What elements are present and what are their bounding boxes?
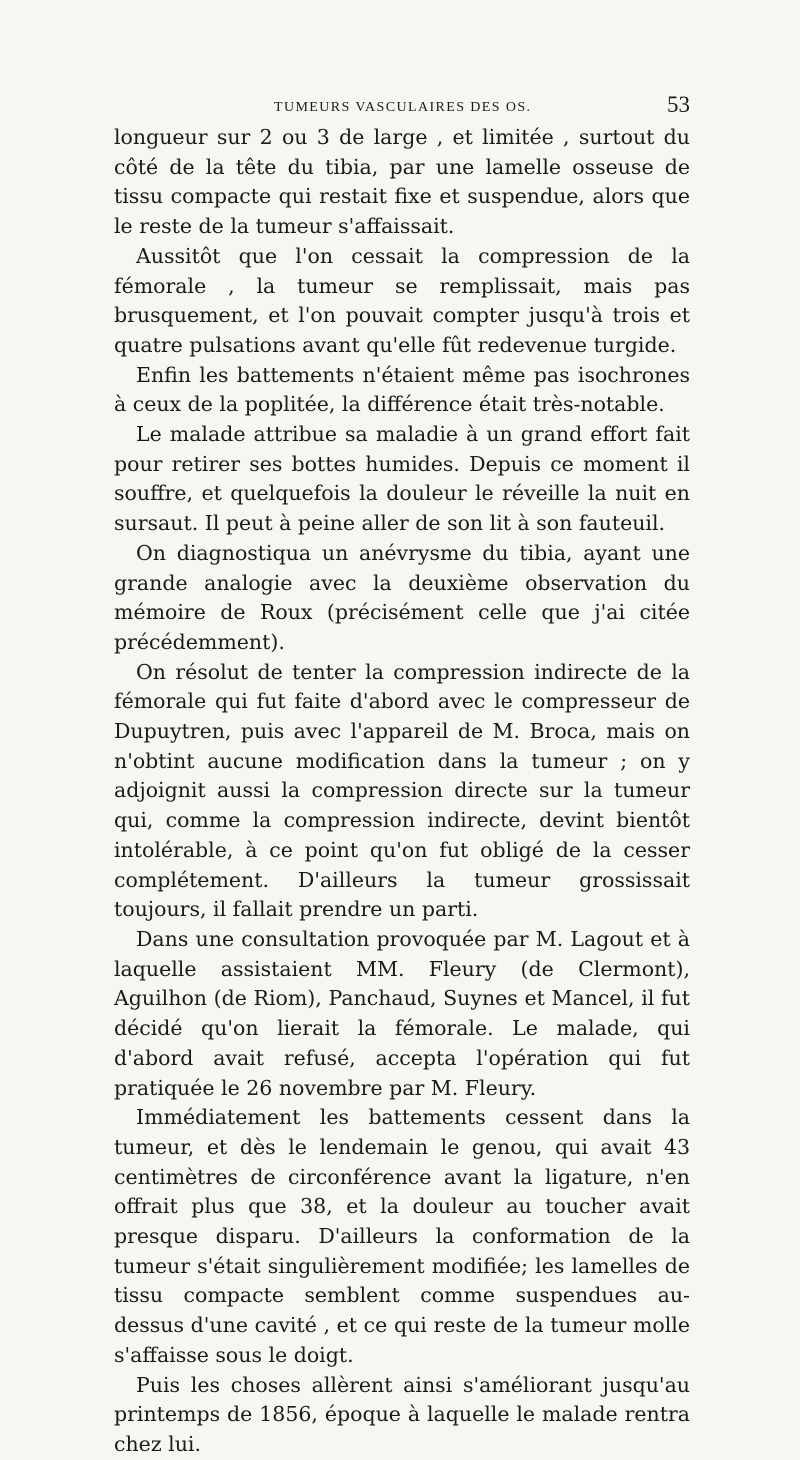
paragraph-1: longueur sur 2 ou 3 de large , et limitée , surtout du côté de la tête du tibia, par une lamelle osseuse de tissu compacte qui restait fixe et suspendue, alors que le reste de la tumeur s'affaissait. [114, 125, 690, 239]
paragraph-5: On diagnostiqua un anévrysme du tibia, ayant une grande analogie avec la deuxième observation du mémoire de Roux (précisément celle que j'ai citée précédemment). [114, 540, 690, 654]
page-number: 53 [667, 92, 690, 117]
paragraph-8: Immédiatement les battements cessent dans la tumeur, et dès le lendemain le genou, qui avait 43 centimètres de circonférence avant la ligature, n'en offrait plus que 38, et la douleur au toucher avait presque disparu. D'ailleurs la conformation de la tumeur s'était singulièrement modifiée; les lamelles de tissu compacte semblent comme suspendues au-dessus d'une cavité , et ce qui reste de la tumeur molle s'affaisse sous le doigt. [114, 1105, 690, 1367]
paragraph-9: Puis les choses allèrent ainsi s'améliorant jusqu'au printemps de 1856, époque à laquelle le malade rentra chez lui. [114, 1372, 690, 1456]
paragraph-3: Enfin les battements n'étaient même pas isochrones à ceux de la poplitée, la différence était très-notable. [114, 362, 690, 417]
text-body [114, 123, 690, 1460]
paragraph-2: Aussitôt que l'on cessait la compression de la fémorale , la tumeur se remplissait, mais pas brusquement, et l'on pouvait compter jusqu'à trois et quatre pulsations avant qu'elle fût redevenue turgide. [114, 243, 690, 357]
paragraph-7: Dans une consultation provoquée par M. Lagout et à laquelle assistaient MM. Fleury (de Clermont), Aguilhon (de Riom), Panchaud, Suynes et Mancel, il fut décidé qu'on lierait la fémorale. Le malade, qui d'abord avait refusé, accepta l'opération qui fut pratiquée le 26 novembre par M. Fleury. [114, 926, 690, 1100]
paragraph-4: Le malade attribue sa maladie à un grand effort fait pour retirer ses bottes humides. Depuis ce moment il souffre, et quelquefois la douleur le réveille la nuit en sursaut. Il peut à peine aller de son lit à son fauteuil. [114, 422, 690, 536]
paragraph-6: On résolut de tenter la compression indirecte de la fémorale qui fut faite d'abord avec le compresseur de Dupuytren, puis avec l'appareil de M. Broca, mais on n'obtint aucune modification dans la tumeur ; on y adjoignit aussi la compression directe sur la tumeur qui, comme la compression indirecte, devint bientôt intolérable, à ce point qu'on fut obligé de la cesser complétement. D'ailleurs la tumeur grossissait toujours, il fallait prendre un parti. [114, 659, 690, 922]
page-header [114, 86, 690, 126]
running-title: TUMEURS VASCULAIRES DES OS. [274, 100, 532, 115]
